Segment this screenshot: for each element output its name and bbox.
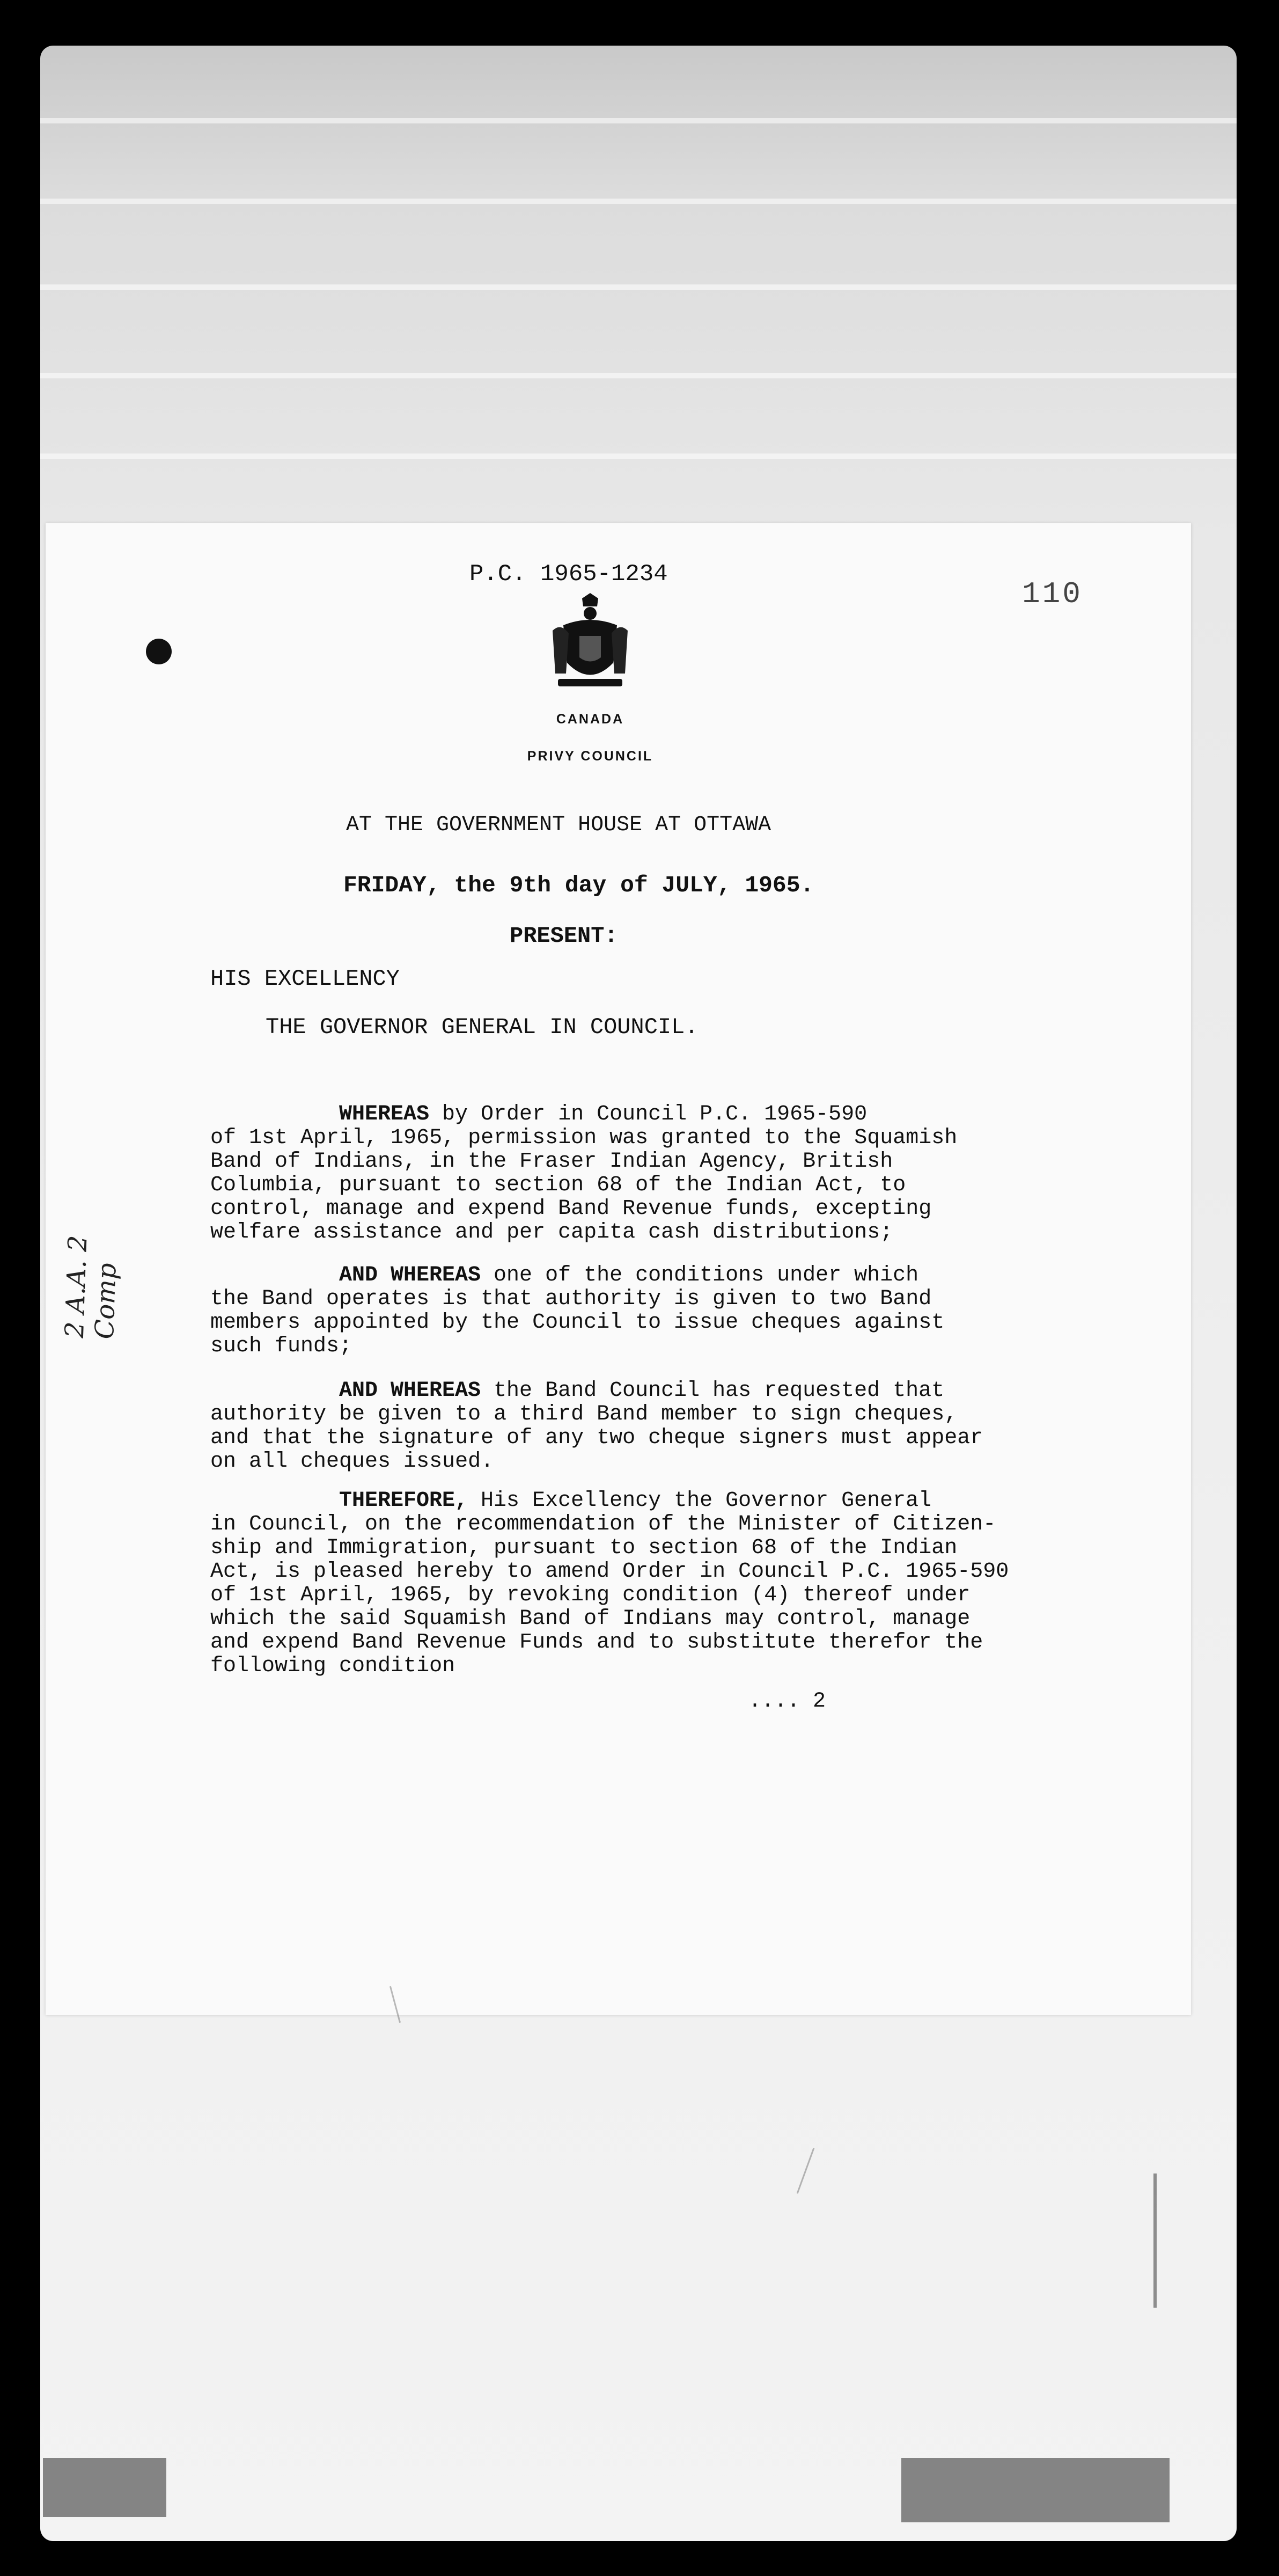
meeting-place: AT THE GOVERNMENT HOUSE AT OTTAWA: [346, 813, 771, 837]
governor-general-line: THE GOVERNOR GENERAL IN COUNCIL.: [266, 1014, 699, 1040]
paragraph-and-whereas-2: [210, 1379, 1058, 1474]
paragraph-lead: AND WHEREAS: [339, 1263, 481, 1287]
his-excellency: HIS EXCELLENCY: [210, 966, 400, 992]
continuation-marker: .... 2: [748, 1689, 826, 1714]
film-band: [40, 118, 1237, 123]
paragraph-and-whereas-1: [210, 1264, 1058, 1358]
paragraph-whereas: [210, 1103, 1058, 1245]
film-band: [40, 284, 1237, 290]
film-edge-mark: [901, 2458, 1170, 2522]
film-edge-mark: [43, 2458, 166, 2517]
paragraph-text: one of the conditions under which the Band operates is that authority is given to two Band members appointed by the Council to issue cheques against such funds;: [210, 1263, 945, 1358]
punch-hole: [146, 639, 172, 664]
crest-label: CANADA: [556, 712, 624, 727]
paragraph-lead: THEREFORE,: [339, 1489, 468, 1513]
paragraph-lead: WHEREAS: [339, 1102, 430, 1126]
meeting-date: FRIDAY, the 9th day of JULY, 1965.: [343, 872, 814, 898]
handwritten-margin-note: 2 A.A. 2 Comp: [59, 1234, 122, 1340]
present-heading: PRESENT:: [510, 923, 618, 949]
film-band: [40, 373, 1237, 378]
order-number: P.C. 1965-1234: [469, 561, 668, 588]
page-number: 110: [1022, 577, 1083, 611]
film-band: [40, 453, 1237, 459]
paragraph-text: His Excellency the Governor General in Council, on the recommendation of the Minister of Citizen- ship and Immigration, pursuant to section 68 of the Indian Act, is pleased hereby to amend Order in Council P.C. 1965-590 of 1st April, 1965, by revoking condition (4) thereof under which the said Squamish Band of Indians may control, manage and expend Band Revenue Funds and to substitute therefor the following condition: [210, 1489, 1009, 1678]
office-label: PRIVY COUNCIL: [527, 749, 653, 764]
paragraph-text: by Order in Council P.C. 1965-590 of 1st April, 1965, permission was granted to the Squamish Band of Indians, in the Fraser Indian Agency, British Columbia, pursuant to section 68 of the Indian Act, to control, manage and expend Band Revenue funds, excepting welfare assistance and per capita cash distributions;: [210, 1102, 958, 1245]
paragraph-text: the Band Council has requested that authority be given to a third Band member to sign cheques, and that the signature of any two cheque signers must appear on all cheques issued.: [210, 1379, 983, 1474]
royal-arms-crest-icon: [550, 593, 630, 695]
paragraph-lead: AND WHEREAS: [339, 1379, 481, 1403]
film-band: [40, 199, 1237, 204]
film-scratch: [1153, 2174, 1157, 2308]
paragraph-therefore: [210, 1489, 1058, 1678]
